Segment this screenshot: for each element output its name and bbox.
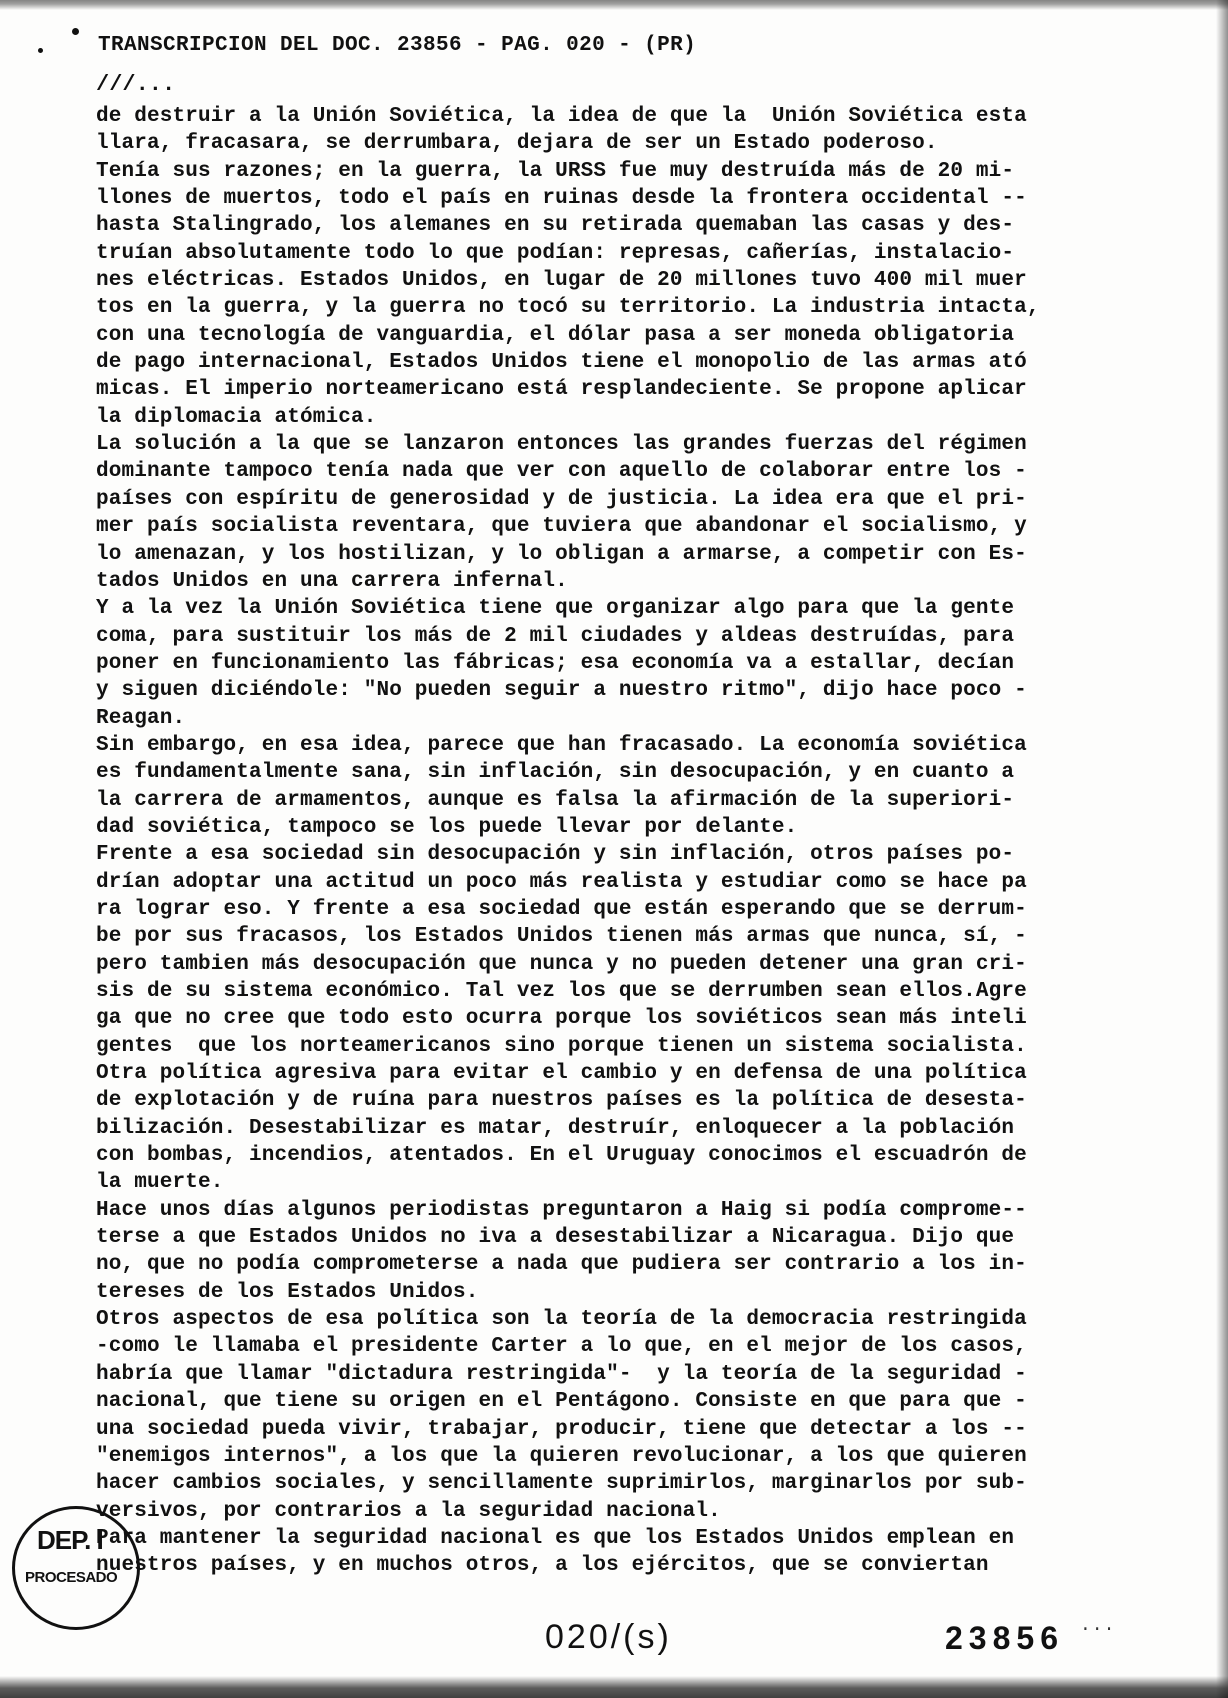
document-body — [96, 103, 1136, 1580]
document-body-line: ga que no cree que todo esto ocurra porque los soviéticos sean más inteli — [96, 1007, 1027, 1031]
document-body-line: llones de muertos, todo el país en ruinas desde la frontera occidental -- — [96, 187, 1027, 211]
dep-procesado-stamp — [12, 1506, 140, 1630]
footer-document-number: 23856 — [945, 1620, 1064, 1656]
document-body-line: hacer cambios sociales, y sencillamente suprimirlos, marginarlos por sub- — [96, 1472, 1027, 1496]
document-body-line: Otra política agresiva para evitar el cambio y en defensa de una política — [96, 1062, 1027, 1086]
document-body-line: de explotación y de ruína para nuestros países es la política de desesta- — [96, 1089, 1027, 1113]
document-body-line: poner en funcionamiento las fábricas; esa economía va a estallar, decían — [96, 651, 1015, 675]
document-body-line: una sociedad pueda vivir, trabajar, producir, tiene que detectar a los -- — [96, 1417, 1027, 1441]
document-body-line: gentes que los norteamericanos sino porque tienen un sistema socialista. — [96, 1034, 1027, 1058]
document-body-line: Reagan. — [96, 706, 186, 730]
document-body-line: la diplomacia atómica. — [96, 405, 377, 429]
document-body-line: habría que llamar "dictadura restringida"- y la teoría de la seguridad - — [96, 1362, 1027, 1386]
footer-page-reference: 020/(s) — [545, 1618, 672, 1656]
document-body-line: de pago internacional, Estados Unidos tiene el monopolio de las armas ató — [96, 351, 1027, 375]
document-body-line: versivos, por contrarios a la seguridad nacional. — [96, 1499, 721, 1523]
document-body-line: Sin embargo, en esa idea, parece que han fracasado. La economía soviética — [96, 733, 1027, 757]
document-body-line: sis de su sistema económico. Tal vez los que se derrumben sean ellos.Agre — [96, 980, 1027, 1003]
document-body-line: micas. El imperio norteamericano está resplandeciente. Se propone aplicar — [96, 378, 1027, 402]
scan-edge-bottom — [0, 1676, 1228, 1698]
document-header: TRANSCRIPCION DEL DOC. 23856 - PAG. 020 - (PR) — [98, 34, 697, 57]
document-body-line: Otros aspectos de esa política son la teoría de la democracia restringida — [96, 1308, 1027, 1332]
document-body-line: dad soviética, tampoco se los puede llevar por delante. — [96, 815, 798, 839]
document-body-line: países con espíritu de generosidad y de justicia. La idea era que el pri- — [96, 487, 1027, 511]
scan-edge-top — [0, 0, 1228, 10]
document-body-line: be por sus fracasos, los Estados Unidos tienen más armas que nunca, sí, - — [96, 925, 1027, 949]
document-body-line: no, que no podía comprometerse a nada que pudiera ser contrario a los in- — [96, 1253, 1027, 1277]
document-body-line: hasta Stalingrado, los alemanes en su retirada quemaban las casas y des- — [96, 214, 1015, 238]
document-body-line: Para mantener la seguridad nacional es que los Estados Unidos emplean en — [96, 1526, 1015, 1550]
document-body-line: nuestros países, y en muchos otros, a los ejércitos, que se conviertan — [96, 1554, 989, 1578]
footer-trailing-marks: ... — [1080, 1616, 1116, 1636]
document-body-line: y siguen diciéndole: "No pueden seguir a nuestro ritmo", dijo hace poco - — [96, 679, 1027, 703]
document-body-line: pero tambien más desocupación que nunca y no pueden detener una gran cri- — [96, 952, 1027, 976]
document-body-line: nes eléctricas. Estados Unidos, en lugar de 20 millones tuvo 400 mil muer — [96, 269, 1027, 293]
document-body-line: Tenía sus razones; en la guerra, la URSS fue muy destruída más de 20 mi- — [96, 159, 1015, 183]
document-body-line: es fundamentalmente sana, sin inflación, sin desocupación, y en cuanto a — [96, 761, 1015, 785]
document-body-line: coma, para sustituir los más de 2 mil ciudades y aldeas destruídas, para — [96, 624, 1015, 648]
document-body-line: llara, fracasara, se derrumbara, dejara de ser un Estado poderoso. — [96, 132, 938, 156]
document-body-line: tados Unidos en una carrera infernal. — [96, 569, 568, 593]
document-body-line: lo amenazan, y los hostilizan, y lo obligan a armarse, a competir con Es- — [96, 542, 1027, 566]
document-body-line: dominante tampoco tenía nada que ver con aquello de colaborar entre los - — [96, 460, 1027, 484]
punch-hole-mark — [72, 28, 79, 35]
document-body-line: -como le llamaba el presidente Carter a lo que, en el mejor de los casos, — [96, 1335, 1027, 1359]
scan-edge-right — [1216, 0, 1228, 1698]
document-body-line: La solución a la que se lanzaron entonces las grandes fuerzas del régimen — [96, 433, 1027, 457]
document-body-line: de destruir a la Unión Soviética, la idea de que la Unión Soviética esta — [96, 105, 1027, 128]
document-body-line: tereses de los Estados Unidos. — [96, 1280, 479, 1304]
punch-hole-mark — [38, 48, 43, 53]
document-body-line: con una tecnología de vanguardia, el dólar pasa a ser moneda obligatoria — [96, 323, 1015, 347]
document-body-line: tos en la guerra, y la guerra no tocó su territorio. La industria intacta, — [96, 296, 1040, 320]
stamp-top-text: DEP. I — [37, 1525, 103, 1555]
document-body-line: nacional, que tiene su origen en el Pentágono. Consiste en que para que - — [96, 1390, 1027, 1414]
document-body-line: bilización. Desestabilizar es matar, destruír, enloquecer a la población — [96, 1116, 1015, 1140]
document-body-line: "enemigos internos", a los que la quieren revolucionar, a los que quieren — [96, 1444, 1027, 1468]
document-body-line: la carrera de armamentos, aunque es falsa la afirmación de la superiori- — [96, 788, 1015, 812]
document-body-line: la muerte. — [96, 1171, 224, 1195]
document-body-line: mer país socialista reventara, que tuviera que abandonar el socialismo, y — [96, 515, 1027, 539]
stamp-bottom-text: PROCESADO — [25, 1569, 118, 1586]
document-body-line: drían adoptar una actitud un poco más realista y estudiar como se hace pa — [96, 870, 1027, 894]
document-body-line: con bombas, incendios, atentados. En el Uruguay conocimos el escuadrón de — [96, 1144, 1027, 1168]
document-body-line: truían absolutamente todo lo que podían: represas, cañerías, instalacio- — [96, 241, 1015, 265]
document-body-line: Frente a esa sociedad sin desocupación y sin inflación, otros países po- — [96, 843, 1015, 867]
document-body-line: Y a la vez la Unión Soviética tiene que organizar algo para que la gente — [96, 597, 1015, 621]
continuation-mark: ///... — [96, 72, 176, 97]
document-body-line: terse a que Estados Unidos no iva a desestabilizar a Nicaragua. Dijo que — [96, 1226, 1015, 1250]
document-body-line: ra lograr eso. Y frente a esa sociedad que están esperando que se derrum- — [96, 897, 1027, 921]
document-body-line: Hace unos días algunos periodistas preguntaron a Haig si podía comprome-- — [96, 1198, 1027, 1222]
